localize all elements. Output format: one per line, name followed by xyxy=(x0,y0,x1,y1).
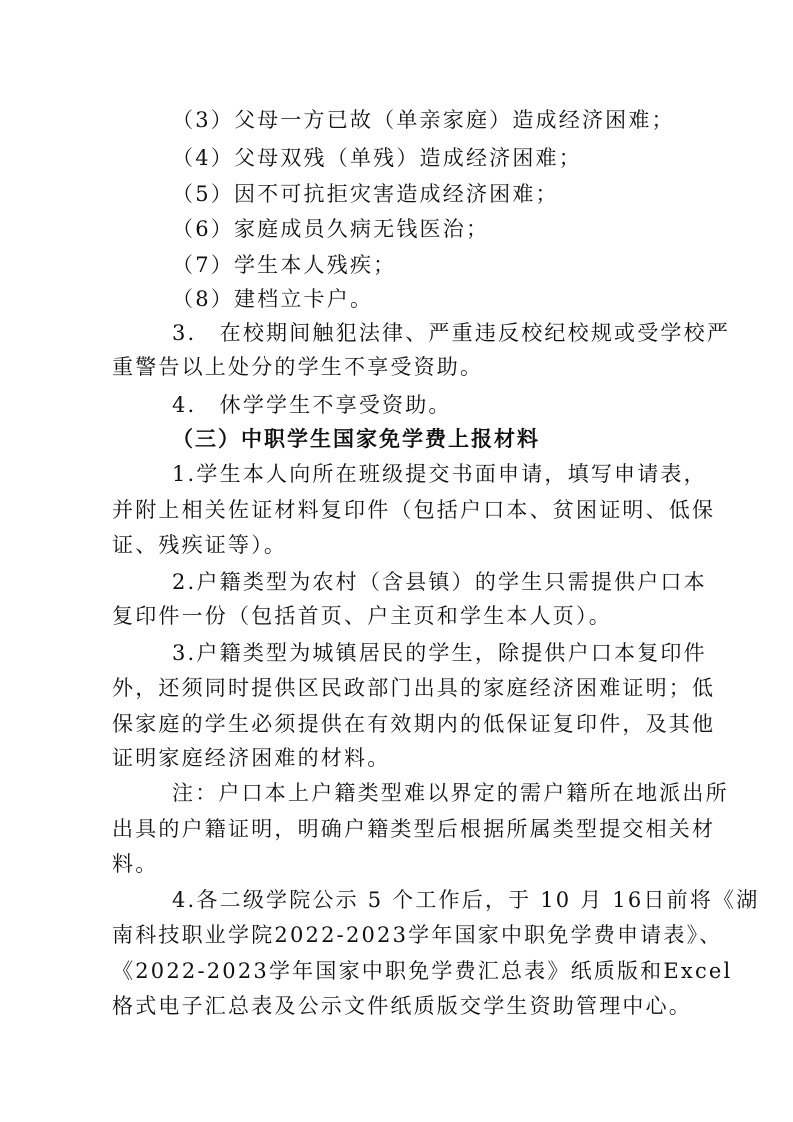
section-heading: （三）中职学生国家免学费上报材料 xyxy=(172,426,540,451)
material-1-line-2: 并附上相关佐证材料复印件（包括户口本、贫困证明、低保 xyxy=(112,498,716,522)
material-3-line-2: 外，还须同时提供区民政部门出具的家庭经济困难证明；低 xyxy=(112,676,716,700)
material-4-line-4: 格式电子汇总表及公示文件纸质版交学生资助管理中心。 xyxy=(112,994,692,1018)
material-2-line-1: 2.户籍类型为农村（含县镇）的学生只需提供户口本 xyxy=(172,570,707,594)
material-2-line-2: 复印件一份（包括首页、户主页和学生本人页）。 xyxy=(112,604,612,628)
material-3-line-3: 保家庭的学生必须提供在有效期内的低保证复印件，及其他 xyxy=(112,712,716,736)
list-item-4: （4）父母双残（单残）造成经济困难； xyxy=(172,146,582,170)
list-item-7: （7）学生本人残疾； xyxy=(172,253,397,277)
note-line-2: 出具的户籍证明，明确户籍类型后根据所属类型提交相关材 xyxy=(112,817,716,841)
paragraph-3-line-2: 重警告以上处分的学生不享受资助。 xyxy=(112,355,484,379)
material-4-line-3: 《2022-2023学年国家中职免学费汇总表》纸质版和Excel xyxy=(112,959,733,983)
material-1-line-3: 证、残疾证等）。 xyxy=(112,533,288,557)
material-1-line-1: 1.学生本人向所在班级提交书面申请，填写申请表， xyxy=(172,462,707,486)
list-item-3: （3）父母一方已故（单亲家庭）造成经济困难； xyxy=(172,108,675,132)
note-line-1: 注：户口本上户籍类型难以界定的需户籍所在地派出所 xyxy=(172,781,729,805)
paragraph-3-line-1: 3. 在校期间触犯法律、严重违反校纪校规或受学校严 xyxy=(172,321,731,345)
material-3-line-4: 证明家庭经济困难的材料。 xyxy=(112,746,391,770)
material-3-line-1: 3.户籍类型为城镇居民的学生，除提供户口本复印件 xyxy=(172,641,707,665)
note-line-3: 料。 xyxy=(112,852,159,876)
list-item-8: （8）建档立卡户。 xyxy=(172,287,374,311)
paragraph-4-line-1: 4. 休学学生不享受资助。 xyxy=(172,393,452,417)
list-item-6: （6）家庭成员久病无钱医治； xyxy=(172,217,490,241)
material-4-line-2: 南科技职业学院2022-2023学年国家中职免学费申请表》、 xyxy=(112,923,723,947)
material-4-line-1: 4.各二级学院公示 5 个工作后，于 10 月 16日前将《湖 xyxy=(172,888,760,912)
list-item-5: （5）因不可抗拒灾害造成经济困难； xyxy=(172,182,559,206)
